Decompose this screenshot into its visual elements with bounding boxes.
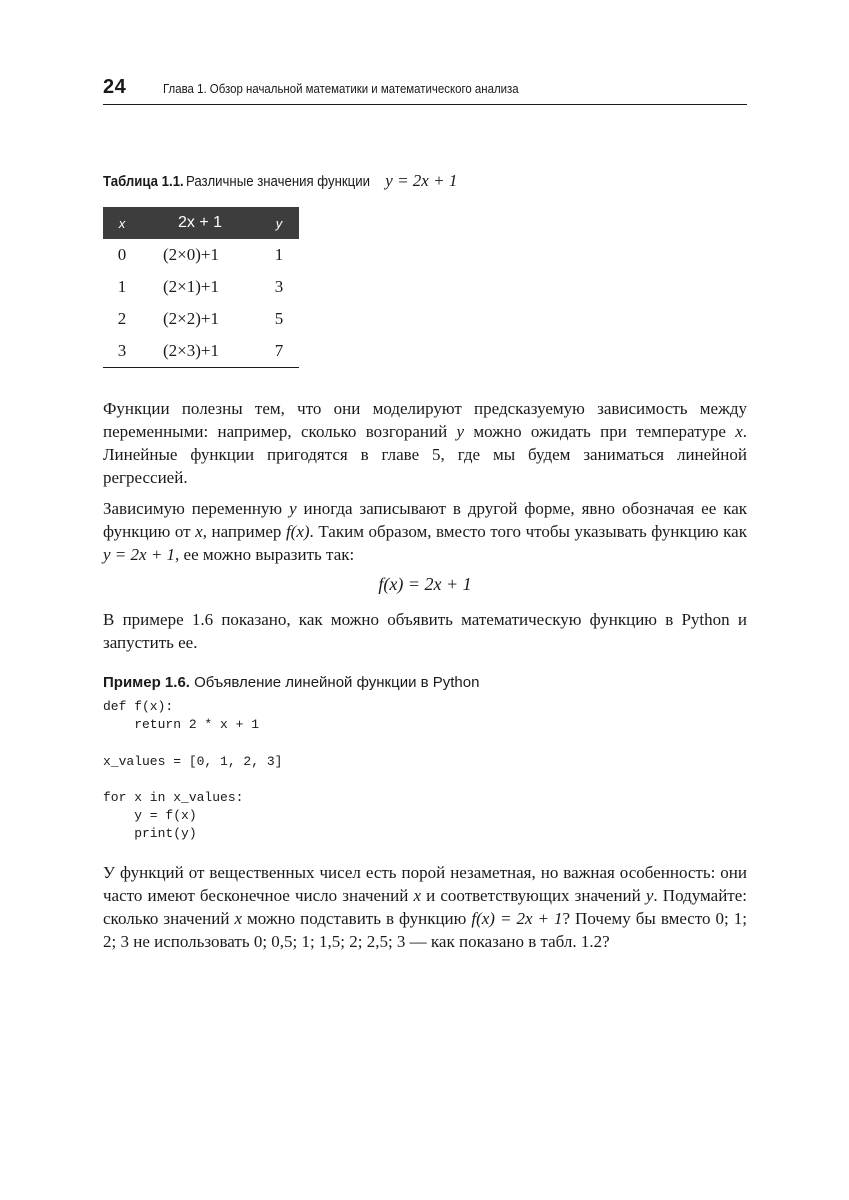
table-row: [103, 271, 299, 303]
text-run: можно подставить в функцию: [241, 909, 472, 928]
text-run: . Подумайте: сколько значений: [103, 886, 747, 928]
text-run: . Линейные функции пригодятся в главе 5, где мы будем заниматься линейной регрессией.: [103, 422, 748, 487]
table-row: [103, 335, 299, 368]
table-cell-x: 2: [117, 309, 127, 328]
table-cell-expression: (2×1)+1: [163, 277, 219, 296]
table-cell-x: 0: [117, 245, 127, 264]
table-caption-formula: y = 2x + 1: [385, 171, 458, 190]
table-cell-x: 1: [117, 277, 127, 296]
table-cell-expression: (2×3)+1: [141, 335, 259, 368]
page-header: [103, 74, 747, 105]
page-number: 24: [103, 76, 127, 98]
table-header-y: y: [259, 207, 299, 239]
text-run: У функций от вещественных чисел есть порой незаметная, но важная особенность: они часто имеют бесконечное число значений: [103, 863, 747, 905]
text-run: иногда записывают в другой форме, явно обозначая ее как функцию от: [103, 499, 747, 541]
table-header-expression: 2x + 1: [141, 207, 259, 239]
running-title: Глава 1. Обзор начальной математики и математического анализа: [163, 81, 519, 96]
paragraph-real-functions: [103, 861, 747, 953]
values-table: [103, 207, 299, 368]
table-cell-x: 3: [103, 335, 141, 368]
paragraph-example-intro: В примере 1.6 показано, как можно объявить математическую функцию в Python и запустить ее.: [103, 610, 747, 652]
text-run: , например: [202, 522, 286, 541]
inline-formula: y = 2x + 1: [103, 545, 176, 564]
variable-y: y: [456, 422, 465, 441]
variable-x: x: [413, 886, 422, 905]
variable-x: x: [735, 422, 743, 441]
variable-y: y: [289, 499, 297, 518]
variable-x: x: [195, 522, 203, 541]
paragraph-functions-useful: [103, 397, 747, 489]
variable-x: x: [234, 909, 242, 928]
text-run: можно ожидать при температуре: [464, 422, 736, 441]
text-run: Зависимую переменную: [103, 499, 290, 518]
example-caption: [103, 674, 479, 691]
text-run: , ее можно выразить так:: [175, 545, 355, 564]
example-title: Объявление линейной функции в Python: [194, 674, 480, 691]
text-run: Функции полезны тем, что они моделируют предсказуемую зависимость между переменными: например, сколько возгораний: [103, 399, 747, 441]
display-formula: [103, 574, 747, 595]
variable-y: y: [645, 886, 654, 905]
table-caption-label: Таблица 1.1.: [103, 173, 184, 190]
table-caption: [103, 171, 457, 191]
table-caption-text: Различные значения функции: [186, 173, 371, 190]
table-cell-expression: (2×2)+1: [163, 309, 219, 328]
text-run: ? Почему бы вместо 0; 1; 2; 3 не использовать 0; 0,5; 1; 1,5; 2; 2,5; 3 — как показано в табл. 1.2?: [103, 909, 748, 951]
inline-formula: f(x) = 2x + 1: [471, 909, 563, 928]
table-row: [103, 303, 299, 335]
example-label: Пример 1.6.: [103, 674, 190, 691]
code-listing: def f(x): return 2 * x + 1 x_values = [0, 1, 2, 3] for x in x_values: y = f(x) print(y): [103, 699, 283, 842]
table-cell-y: 7: [259, 335, 299, 368]
text-run: . Таким образом, вместо того чтобы указывать функцию как: [309, 522, 747, 541]
table-cell-y: 5: [274, 309, 284, 328]
table-cell-y: 1: [274, 245, 284, 264]
table-cell-y: 3: [274, 277, 284, 296]
inline-formula: f(x): [285, 522, 310, 541]
text-run: и соответствующих значений: [421, 886, 646, 905]
paragraph-dependent-variable: [103, 497, 747, 566]
display-formula-text: f(x) = 2x + 1: [378, 574, 472, 594]
table-row: [103, 239, 299, 271]
table-header-x: x: [103, 207, 141, 239]
table-header-row: [103, 207, 299, 239]
table-cell-expression: (2×0)+1: [163, 245, 219, 264]
